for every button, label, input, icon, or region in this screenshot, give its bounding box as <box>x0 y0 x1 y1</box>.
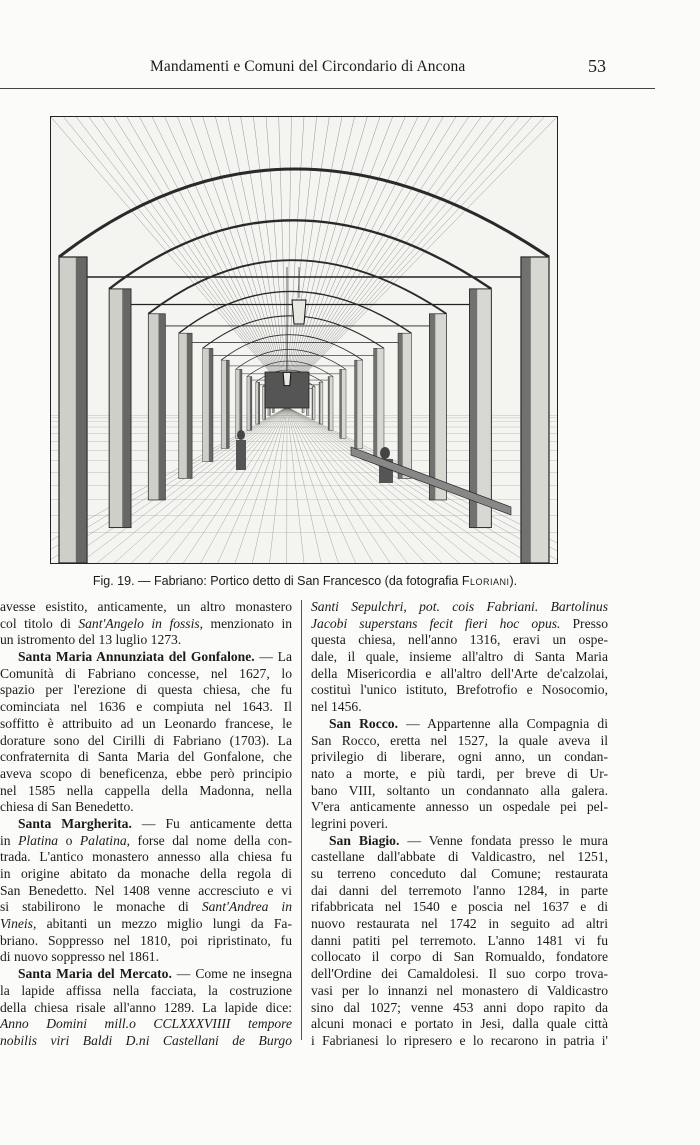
text-line <box>0 899 292 916</box>
text-line <box>0 833 292 850</box>
text-run: dale, il quale, insieme all'altro di Santa Maria <box>311 649 608 665</box>
text-line <box>0 883 292 900</box>
section-heading: Santa Margherita. <box>18 815 132 831</box>
text-run: San Benedetto. Nel 1408 venne accresciuto e vi <box>0 882 292 898</box>
text-line <box>311 816 608 833</box>
text-line <box>311 916 608 933</box>
text-run: sino dal 1027; venne 453 anni dopo rapito da <box>311 999 608 1015</box>
text-run: rifabbricata nel 1540 e poscia nel 1637 e di <box>311 899 608 915</box>
pier-shadow <box>209 348 213 461</box>
text-line <box>0 616 292 633</box>
text-line <box>0 733 292 750</box>
text-line <box>0 949 292 966</box>
text-run: castellane dall'abbate di Valdicastro, nel 1251, <box>311 849 608 865</box>
text-line <box>311 899 608 916</box>
italic-text: Anno Domini mill.o CCLXXXVIIII tempore <box>0 1016 292 1032</box>
pier-shadow <box>521 257 531 563</box>
text-line <box>0 916 292 933</box>
left-column <box>0 599 292 1050</box>
text-line <box>311 949 608 966</box>
text-line <box>311 933 608 950</box>
caption-prefix: Fig. 19. — Fabriano: Portico detto di San Francesco (da fotografia <box>92 574 462 588</box>
text-run: bano VIII, soltanto un condannato alla galera. <box>311 782 608 798</box>
text-run: della Misericordia e all'altro dell'Arte de'calzolai, <box>311 665 608 681</box>
caption-photographer: Floriani <box>461 574 510 588</box>
text-run: cominciata nel 1636 e compiuta nel 1643. Il <box>0 699 292 715</box>
pier-shadow <box>429 314 435 500</box>
text-run: chiesa di San Benedetto. <box>0 799 134 815</box>
text-line <box>0 766 292 783</box>
pier-shadow <box>398 333 403 478</box>
text-run: si stabilirono le monache di <box>0 899 202 915</box>
text-run: dorature sono del Cirilli di Fabriano (1703). La <box>0 732 292 748</box>
section-heading: Santa Maria del Mercato. <box>18 966 172 982</box>
pier-shadow <box>258 382 260 424</box>
text-run: V'era anticamente annesso un ospedale pei pel- <box>311 799 608 815</box>
pier-shadow <box>122 289 131 528</box>
text-run: nato a morte, e più tardi, per breve di Ur- <box>311 765 608 781</box>
text-line <box>0 716 292 733</box>
text-run: dai danni del terremoto l'anno 1284, in parte <box>311 882 608 898</box>
pier-shadow <box>312 387 313 420</box>
text-run: — Fu anticamente detta <box>131 815 292 831</box>
text-run: soffitto è attribuito ad un Leonardo francese, le <box>0 715 292 731</box>
column-rule <box>301 600 302 1040</box>
text-run: col titolo di <box>0 615 79 631</box>
text-line <box>311 866 608 883</box>
pier-shadow <box>226 360 229 448</box>
text-run: nel 1585 nella cappella della Madonna, nella <box>0 782 292 798</box>
text-run: Comunità di Fabriano concesse, nel 1627, lo <box>0 665 292 681</box>
pier-shadow <box>340 369 342 438</box>
caption-suffix: ). <box>509 574 518 588</box>
italic-text: nobilis viri Baldi D.ni Castellani de Burgo <box>0 1032 292 1048</box>
text-run: — La <box>254 649 292 665</box>
text-run: o <box>58 832 80 848</box>
text-run: briano. Soppresso nel 1810, poi ripristinato, fu <box>0 932 292 948</box>
text-line <box>311 716 608 733</box>
pier-shadow <box>374 348 378 461</box>
text-run: trada. L'antico monastero annesso alla chiesa fu <box>0 849 292 865</box>
text-line <box>0 783 292 800</box>
italic-text: Jacobi superstans fecit fieri hoc opus. <box>311 615 561 631</box>
text-line <box>311 849 608 866</box>
header-rule <box>0 88 655 89</box>
text-line <box>311 649 608 666</box>
text-line <box>311 682 608 699</box>
pier-shadow <box>76 257 87 563</box>
text-line <box>0 866 292 883</box>
text-line <box>0 983 292 1000</box>
text-run: i Fabrianesi lo ripresero e lo recarono in patria i' <box>311 1032 608 1048</box>
section-heading: San Rocco. <box>329 715 398 731</box>
text-line <box>311 666 608 683</box>
figure-portico-engraving <box>50 116 558 564</box>
text-line <box>0 1033 292 1050</box>
running-title: Mandamenti e Comuni del Circondario di Ancona <box>150 58 466 75</box>
text-run: , abitanti un mezzo miglio lungi da Fa- <box>32 916 292 932</box>
pier-shadow <box>355 360 358 448</box>
text-line <box>0 1000 292 1017</box>
text-run: un istromento del 13 luglio 1273. <box>0 632 182 648</box>
walking-figure-head <box>237 430 245 440</box>
italic-text: Platina <box>18 832 59 848</box>
text-run: — Come ne insegna <box>171 966 292 982</box>
text-run: privilegio di liberare, ogni anno, un condan- <box>311 749 608 765</box>
text-run: questa chiesa, nell'anno 1316, eravi un ospe- <box>311 632 608 648</box>
text-run: in origine abitato da monache della regola di <box>0 866 292 881</box>
text-run: della chiesa risale all'anno 1289. La lapide dice: <box>0 999 292 1015</box>
italic-text: Santi Sepulchri, pot. cois Fabriani. Bartolinus <box>311 599 608 614</box>
text-run: , menzionato in <box>199 615 292 631</box>
lantern <box>283 372 291 385</box>
text-line <box>0 799 292 816</box>
text-line <box>311 733 608 750</box>
text-run: nuovo restaurata nel 1742 in seguito ad altri <box>311 916 608 932</box>
pier-shadow <box>319 382 320 424</box>
portico-illustration <box>51 117 557 563</box>
italic-text: Palatina <box>79 832 127 848</box>
pier-shadow <box>250 377 252 431</box>
lantern <box>292 300 306 324</box>
text-run: collocato il corpo di San Romualdo, fondatore <box>311 949 608 965</box>
text-run: costituì l'unico istituto, Brefotrofio e Nosocomio, <box>311 682 608 698</box>
text-run: legrini poveri. <box>311 815 389 831</box>
section-heading: Santa Maria Annunziata del Gonfalone. <box>18 649 255 665</box>
text-run: in <box>0 832 19 848</box>
text-line <box>311 1016 608 1033</box>
text-run: su terreno conceduto dal Comune; restaurata <box>311 866 608 881</box>
text-line <box>311 699 608 716</box>
text-line <box>311 966 608 983</box>
text-line <box>311 783 608 800</box>
page-number: 53 <box>588 56 606 76</box>
text-run: dell'Ordine dei Camaldolesi. Il suo corpo trova- <box>311 966 608 982</box>
text-run: — Appartenne alla Compagnia di <box>397 715 608 731</box>
text-run: danni patiti pel terremoto. L'anno 1481 vi fu <box>311 932 608 948</box>
text-line <box>0 649 292 666</box>
text-line <box>0 966 292 983</box>
text-line <box>311 749 608 766</box>
italic-text: Sant'Andrea in <box>201 899 292 915</box>
text-run: confraternita di Santa Maria del Gonfalone, che <box>0 749 292 765</box>
text-line <box>311 1033 608 1050</box>
text-run: vasi per lo innanzi nel monastero di Valdicastro <box>311 982 608 998</box>
text-run: nel 1456. <box>311 699 362 715</box>
text-run: San Rocco, eretta nel 1527, la quale aveva il <box>311 732 608 748</box>
text-line <box>311 616 608 633</box>
italic-text: Sant'Angelo in fossis <box>78 615 200 631</box>
text-line <box>0 699 292 716</box>
text-line <box>0 849 292 866</box>
text-run: alcuni monaci e portato in Jesi, dalla quale città <box>311 1016 608 1032</box>
text-run: aveva scopo di beneficenza, ebbe però principio <box>0 765 292 781</box>
right-column <box>311 599 608 1050</box>
text-line <box>0 816 292 833</box>
text-line <box>311 632 608 649</box>
pier-shadow <box>187 333 192 478</box>
text-run: Presso <box>560 615 608 631</box>
pier-shadow <box>328 377 330 431</box>
text-line <box>0 632 292 649</box>
figure-caption <box>0 574 610 588</box>
text-line <box>311 799 608 816</box>
text-line <box>311 983 608 1000</box>
section-heading: San Biagio. <box>329 832 400 848</box>
pier-shadow <box>239 369 242 438</box>
text-run: la lapide affissa nella facciata, la costruzione <box>0 982 292 998</box>
running-head <box>0 58 700 82</box>
text-line <box>0 599 292 616</box>
text-line <box>0 666 292 683</box>
text-run: , forse dal nome della con- <box>126 832 292 848</box>
text-line <box>0 682 292 699</box>
walking-figure-body <box>236 440 246 470</box>
text-line <box>0 749 292 766</box>
pier-shadow <box>159 314 166 500</box>
text-run: spazio per l'erezione di questa chiesa, che fu <box>0 682 292 698</box>
italic-text: Vineis <box>0 916 33 932</box>
text-line <box>311 766 608 783</box>
text-line <box>311 1000 608 1017</box>
text-run: — Venne fondata presso le mura <box>399 832 608 848</box>
text-line <box>311 833 608 850</box>
text-run: di nuovo soppresso nel 1861. <box>0 949 159 965</box>
text-line <box>0 1016 292 1033</box>
seated-figure-head <box>380 447 390 459</box>
text-line <box>311 883 608 900</box>
text-line <box>311 599 608 616</box>
text-run: avesse esistito, anticamente, un altro monastero <box>0 599 292 614</box>
text-line <box>0 933 292 950</box>
